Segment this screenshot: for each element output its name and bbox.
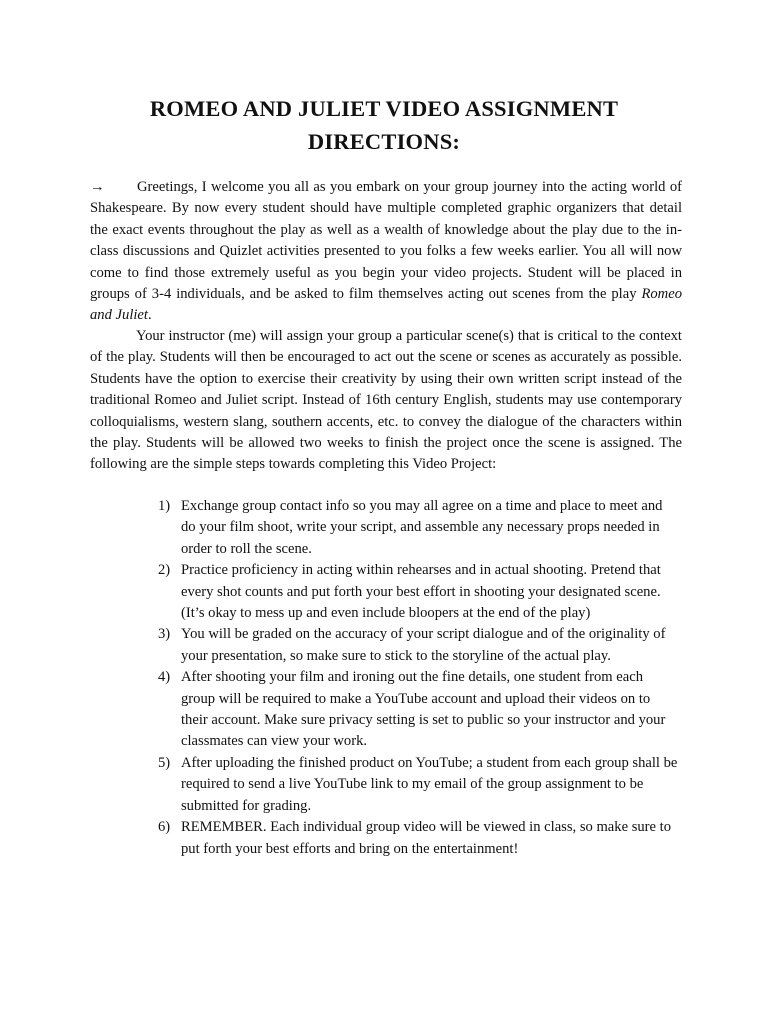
step-number: 1) — [158, 498, 171, 514]
step-text: After shooting your film and ironing out the fine details, one student from each group will be required to make a YouTube account and upload their videos on to their account. Make sure privacy setting is set to public so your instructor and your classmates can view your work. — [181, 669, 666, 750]
step-number: 6) — [158, 819, 171, 836]
step-text: Exchange group contact info so you may all agree on a time and place to meet and do your film shoot, write your script, and assemble any necessary props needed in order to roll the scene. — [181, 498, 663, 557]
step-number: 4) — [158, 669, 171, 686]
right-arrow-icon: → — [90, 179, 105, 195]
intro-paragraph — [90, 177, 682, 327]
document-title-line1: ROMEO AND JULIET VIDEO ASSIGNMENT — [149, 96, 619, 121]
list-item — [158, 667, 680, 753]
list-item — [158, 560, 680, 624]
step-text: REMEMBER. Each individual group video will be viewed in class, so make sure to put forth your best efforts and bring on the entertainment! — [181, 819, 672, 857]
intro-text-end: . — [147, 307, 152, 324]
step-text: You will be graded on the accuracy of your script dialogue and of the originality of your presentation, so make sure to stick to the storyline of the actual play. — [181, 626, 666, 664]
instructions-paragraph: Your instructor (me) will assign your group a particular scene(s) that is critical to the context of the play. Students will then be encouraged to act out the scene or scenes as accurately as possible. Students have the option to exercise their creativity by using their own written script instead of the traditional Romeo and Juliet script. Instead of 16th century English, students may use contemporary colloquialisms, western slang, southern accents, etc. to convey the dialogue of the characters within the play. Students will be allowed two weeks to finish the project once the scene is assigned. The following are the simple steps towards completing this Video Project: — [90, 328, 682, 473]
step-number: 3) — [158, 626, 171, 643]
step-text: After uploading the finished product on YouTube; a student from each group shall be required to send a live YouTube link to my email of the group assignment to be submitted for grading. — [181, 754, 678, 814]
step-text: Practice proficiency in acting within rehearses and in actual shooting. Pretend that every shot counts and put forth your best effort in shooting your designated scene. (It’s okay to mess up and even include bloopers at the end of the play) — [181, 562, 661, 622]
list-item — [158, 753, 680, 817]
play-title-italic: Romeo and Juliet — [90, 286, 682, 324]
steps-list — [158, 496, 680, 860]
step-number: 2) — [158, 562, 171, 579]
document-title-line2: DIRECTIONS: — [307, 129, 461, 154]
list-item — [158, 496, 680, 560]
step-number: 5) — [158, 754, 171, 771]
list-item — [158, 624, 680, 667]
intro-text: Greetings, I welcome you all as you embark on your group journey into the acting world of Shakespeare. By now every student should have multiple completed graphic organizers that detail the exact events throughout the play as well as a wealth of knowledge about the play due to the in-class discussions and Quizlet activities presented to you folks a few weeks earlier. You all will now come to find those extremely useful as you begin your video projects. Student will be placed in groups of 3-4 individuals, and be asked to film themselves acting out scenes from the play — [90, 179, 682, 303]
list-item — [158, 817, 680, 860]
